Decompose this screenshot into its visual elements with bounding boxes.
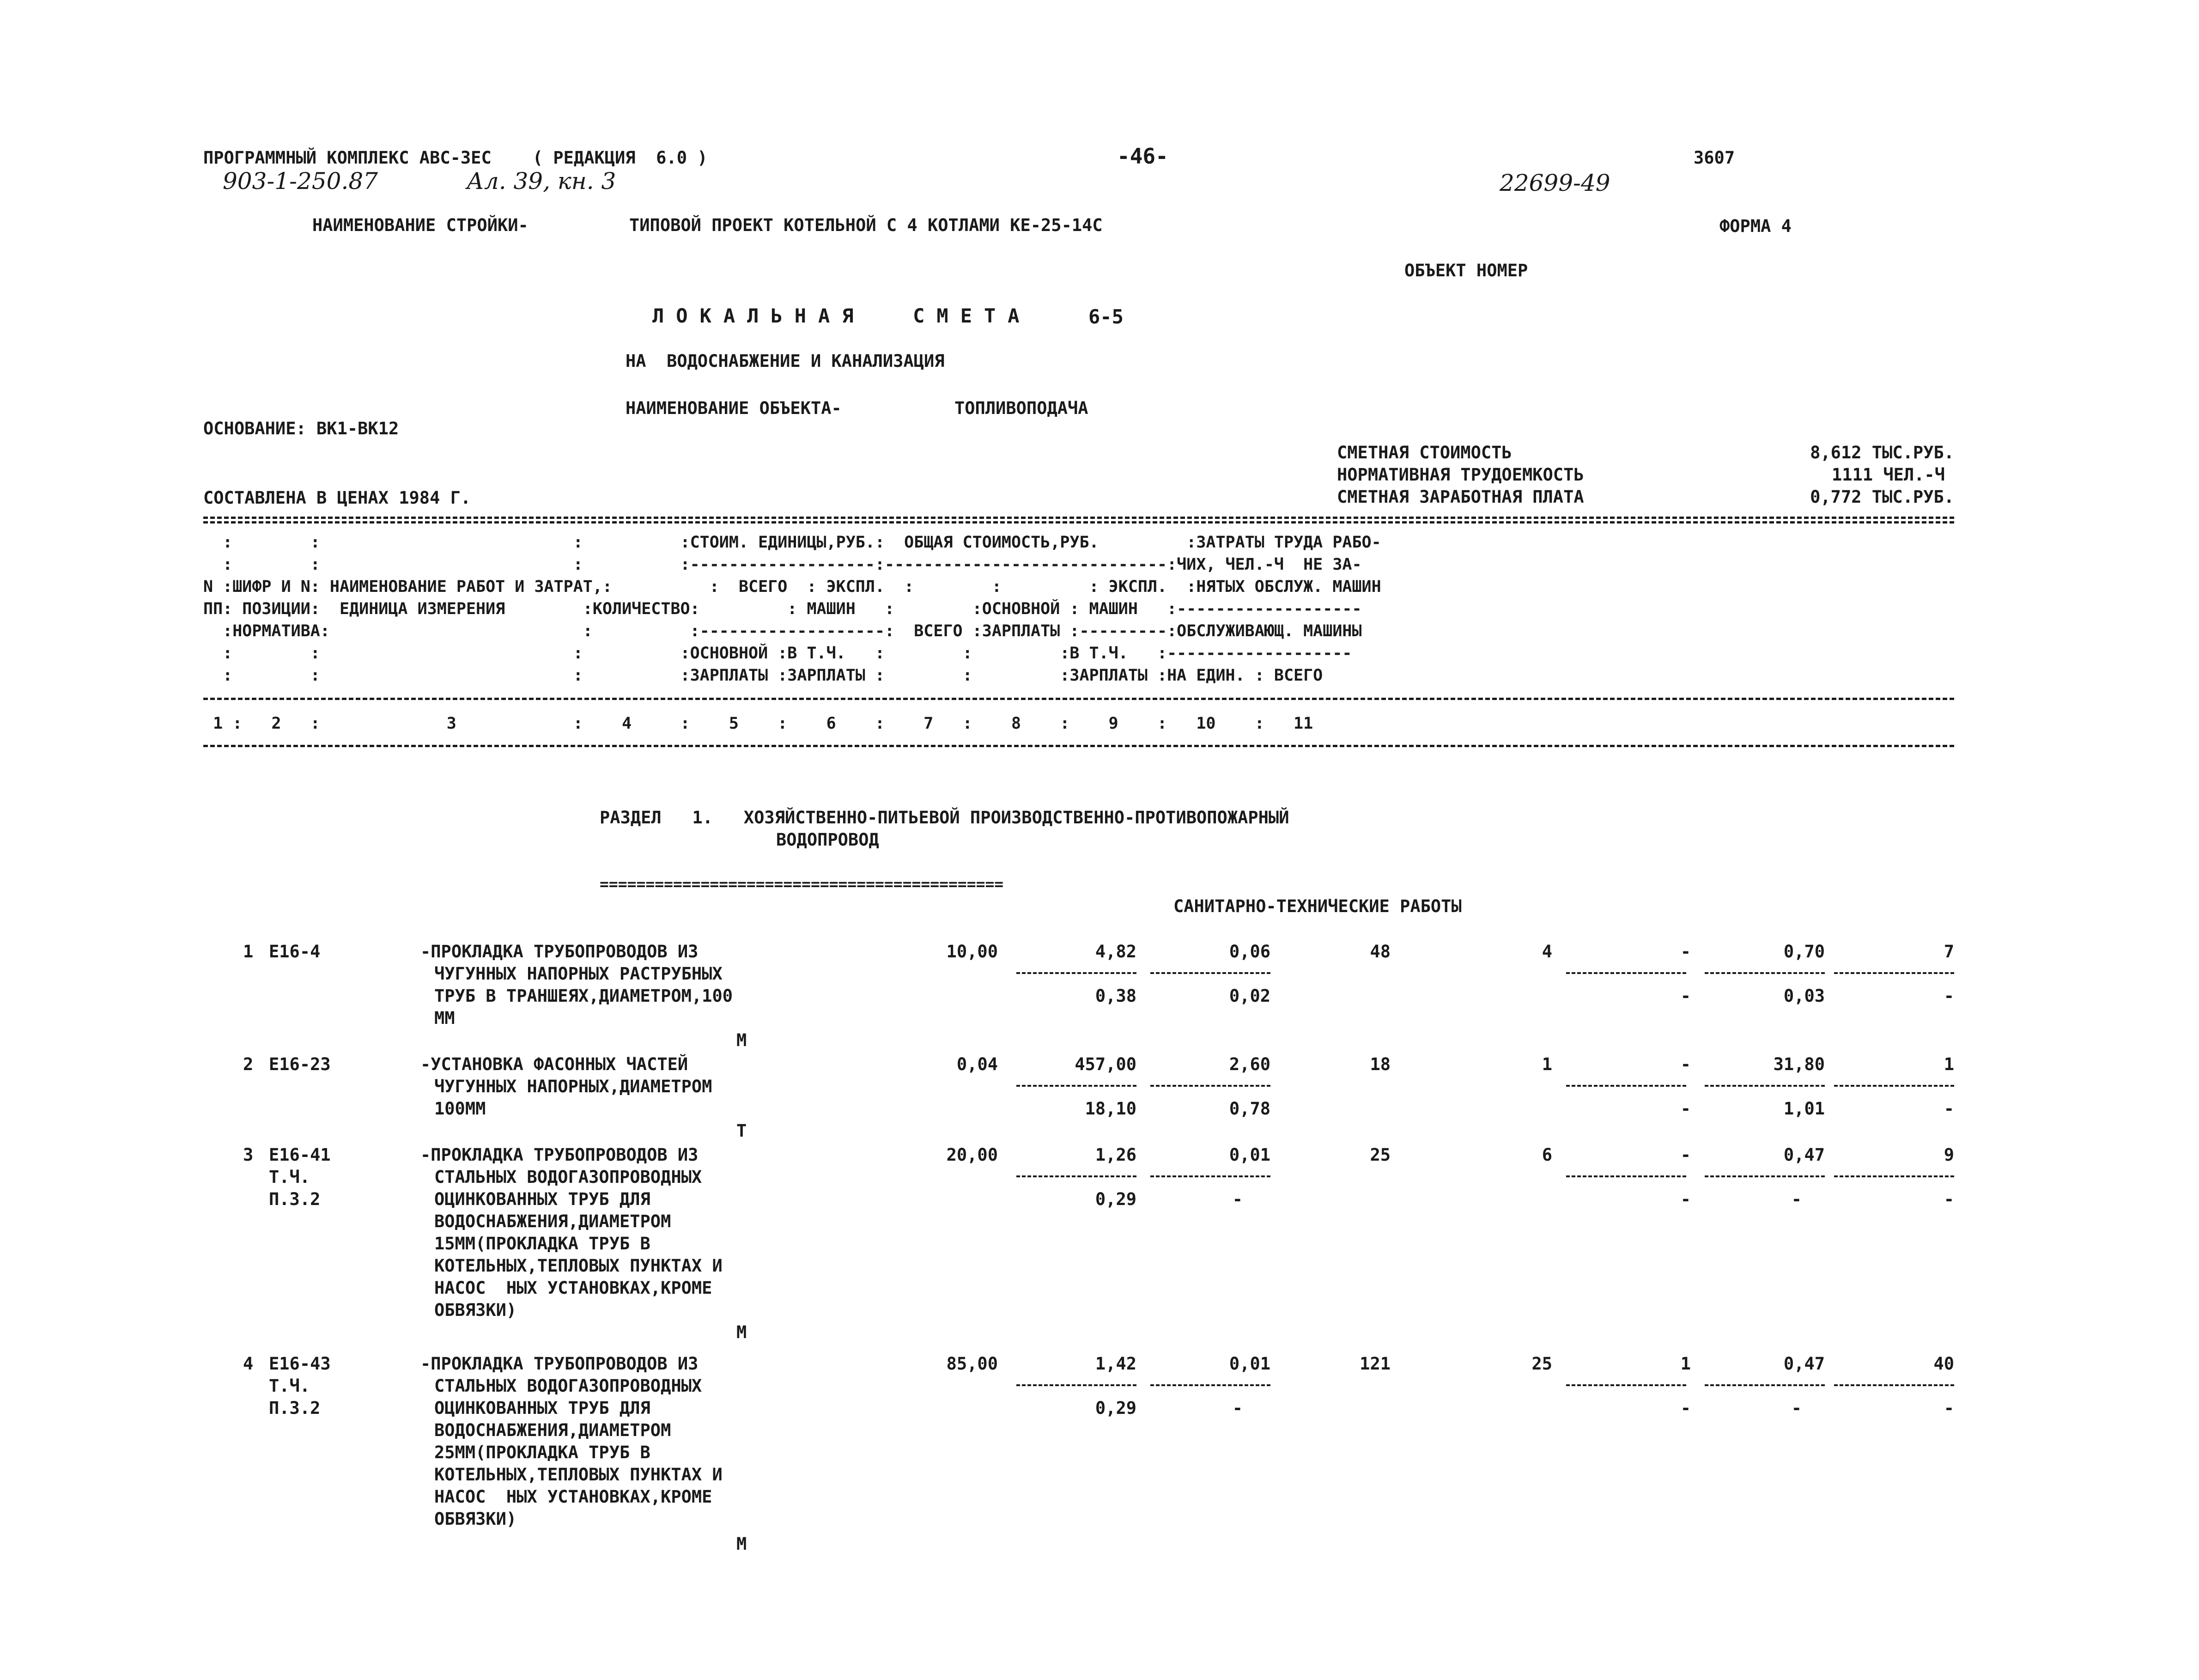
row-unit-machine-wages: -: [1232, 1398, 1243, 1418]
row-machine-cost: -: [1680, 942, 1691, 962]
document-title: ЛОКАЛЬНАЯ СМЕТА: [652, 304, 1032, 327]
row-machine-cost: 1: [1680, 1354, 1691, 1374]
row-service-per-unit: 0,03: [1783, 986, 1825, 1006]
row-total-cost: 18: [1370, 1054, 1391, 1074]
row-divider: [1705, 1085, 1825, 1087]
summary-label-cost: СМЕТНАЯ СТОИМОСТЬ: [1337, 443, 1512, 463]
row-description-line: НАСОС НЫХ УСТАНОВКАХ,КРОМЕ: [434, 1487, 712, 1507]
row-labour-per-unit: 0,47: [1783, 1145, 1825, 1165]
row-description-line: ЧУГУННЫХ НАПОРНЫХ РАСТРУБНЫХ: [434, 964, 723, 984]
row-labour-total: 40: [1933, 1354, 1954, 1374]
row-description-line: 100ММ: [434, 1099, 486, 1119]
row-code: Е16-23: [269, 1054, 331, 1074]
row-divider: [1566, 972, 1686, 974]
row-code: Е16-43: [269, 1354, 331, 1374]
row-service-per-unit: 1,01: [1783, 1099, 1825, 1119]
table-header-line-7: : : : :ЗАРПЛАТЫ :ЗАРПЛАТЫ : : :ЗАРПЛАТЫ :НА ЕДИН. : ВСЕГО: [203, 666, 1323, 685]
row-description-line: КОТЕЛЬНЫХ,ТЕПЛОВЫХ ПУНКТАХ И: [434, 1465, 723, 1485]
section-double-rule: ============================================: [600, 875, 1004, 893]
object-number-label: ОБЪЕКТ НОМЕР: [1404, 261, 1528, 280]
row-quantity: 85,00: [946, 1354, 998, 1374]
row-machine-cost: -: [1680, 1145, 1691, 1165]
row-unit: М: [736, 1534, 747, 1554]
handwritten-sheet-ref: Ал. 39, кн. 3: [467, 168, 616, 195]
row-unit-wages: 0,29: [1095, 1189, 1136, 1209]
row-description-line: -УСТАНОВКА ФАСОННЫХ ЧАСТЕЙ: [420, 1054, 688, 1074]
row-description-line: СТАЛЬНЫХ ВОДОГАЗОПРОВОДНЫХ: [434, 1167, 702, 1187]
document-title-number: 6-5: [1088, 305, 1124, 328]
row-divider: [1834, 1384, 1954, 1386]
row-service-total: -: [1944, 1099, 1954, 1119]
page-number: -46-: [1117, 144, 1168, 169]
row-unit-cost-machines: 0,01: [1229, 1354, 1270, 1374]
row-unit-cost-total: 1,42: [1095, 1354, 1136, 1374]
row-unit-cost-machines: 2,60: [1229, 1054, 1270, 1074]
row-divider: [1705, 972, 1825, 974]
row-code-note: Т.Ч.: [269, 1167, 310, 1187]
row-description-line: ВОДОСНАБЖЕНИЯ,ДИАМЕТРОМ: [434, 1420, 671, 1440]
row-number: 4: [243, 1354, 254, 1374]
summary-value-wages: 0,772 ТЫС.РУБ.: [1810, 487, 1954, 507]
row-divider: [1150, 972, 1270, 974]
row-labour-per-unit: 31,80: [1773, 1054, 1825, 1074]
row-description-line: ВОДОСНАБЖЕНИЯ,ДИАМЕТРОМ: [434, 1211, 671, 1231]
row-base-wages: 6: [1542, 1145, 1552, 1165]
row-divider: [1566, 1384, 1686, 1386]
row-service-per-unit: -: [1791, 1398, 1802, 1418]
row-labour-total: 1: [1944, 1054, 1954, 1074]
row-code: Е16-41: [269, 1145, 331, 1165]
table-header-line-5: :НОРМАТИВА: : :-------------------: ВСЕГО :ЗАРПЛАТЫ :---------:ОБСЛУЖИВАЮЩ. МАШИНЫ: [203, 622, 1362, 640]
object-name-label: НАИМЕНОВАНИЕ ОБЪЕКТА-: [626, 398, 842, 418]
row-divider: [1834, 1175, 1954, 1177]
row-code-note: Т.Ч.: [269, 1376, 310, 1396]
row-total-cost: 48: [1370, 942, 1391, 962]
row-service-total: -: [1944, 986, 1954, 1006]
row-service-total: -: [1944, 1398, 1954, 1418]
row-unit-cost-machines: 0,06: [1229, 942, 1270, 962]
row-description-line: ОЦИНКОВАННЫХ ТРУБ ДЛЯ: [434, 1189, 650, 1209]
row-machine-wages: -: [1680, 1099, 1691, 1119]
summary-label-labour: НОРМАТИВНАЯ ТРУДОЕМКОСТЬ: [1337, 465, 1584, 485]
summary-label-wages: СМЕТНАЯ ЗАРАБОТНАЯ ПЛАТА: [1337, 487, 1584, 507]
row-machine-wages: -: [1680, 1398, 1691, 1418]
object-name: ТОПЛИВОПОДАЧА: [954, 398, 1088, 418]
row-code-note: П.3.2: [269, 1398, 321, 1418]
row-quantity: 0,04: [956, 1054, 998, 1074]
table-header-line-2: : : : :-------------------:-----------------------------:ЧИХ, ЧЕЛ.-Ч НЕ ЗА-: [203, 555, 1362, 574]
row-divider: [1150, 1384, 1270, 1386]
row-number: 2: [243, 1054, 254, 1074]
works-group-title: САНИТАРНО-ТЕХНИЧЕСКИЕ РАБОТЫ: [1173, 896, 1462, 916]
row-total-cost: 25: [1370, 1145, 1391, 1165]
row-total-cost: 121: [1360, 1354, 1391, 1374]
basis-line: ОСНОВАНИЕ: ВК1-ВК12: [203, 419, 399, 438]
row-quantity: 10,00: [946, 942, 998, 962]
row-description-line: 15ММ(ПРОКЛАДКА ТРУБ В: [434, 1234, 650, 1254]
row-description-line: ЧУГУННЫХ НАПОРНЫХ,ДИАМЕТРОМ: [434, 1077, 712, 1096]
row-description-line: -ПРОКЛАДКА ТРУБОПРОВОДОВ ИЗ: [420, 1354, 699, 1374]
row-number: 1: [243, 942, 254, 962]
row-base-wages: 1: [1542, 1054, 1552, 1074]
row-unit-cost-total: 457,00: [1075, 1054, 1136, 1074]
row-divider: [1834, 1085, 1954, 1087]
row-unit-machine-wages: 0,02: [1229, 986, 1270, 1006]
summary-value-cost: 8,612 ТЫС.РУБ.: [1810, 443, 1954, 463]
row-unit-wages: 18,10: [1085, 1099, 1136, 1119]
table-header-line-4: ПП: ПОЗИЦИИ: ЕДИНИЦА ИЗМЕРЕНИЯ :КОЛИЧЕСТВО: : МАШИН : :ОСНОВНОЙ : МАШИН :-------------------: [203, 600, 1362, 618]
row-divider: [1150, 1085, 1270, 1087]
row-divider: [1016, 1085, 1136, 1087]
program-line: ПРОГРАММНЫЙ КОМПЛЕКС АВС-3ЕС ( РЕДАКЦИЯ 6.0 ): [203, 148, 708, 168]
row-unit-machine-wages: 0,78: [1229, 1099, 1270, 1119]
row-description-line: -ПРОКЛАДКА ТРУБОПРОВОДОВ ИЗ: [420, 1145, 699, 1165]
row-labour-per-unit: 0,70: [1783, 942, 1825, 962]
construction-label: НАИМЕНОВАНИЕ СТРОЙКИ-: [312, 215, 528, 235]
row-unit-wages: 0,29: [1095, 1398, 1136, 1418]
form-label: ФОРМА 4: [1719, 216, 1792, 236]
handwritten-project-ref: 903-1-250.87: [223, 168, 378, 195]
row-code-note: П.3.2: [269, 1189, 321, 1209]
row-divider: [1566, 1175, 1686, 1177]
row-unit-cost-machines: 0,01: [1229, 1145, 1270, 1165]
table-top-rule-2: [203, 521, 1954, 523]
handwritten-number: 22699-49: [1500, 170, 1610, 196]
document-code: 3607: [1694, 148, 1735, 168]
row-description-line: СТАЛЬНЫХ ВОДОГАЗОПРОВОДНЫХ: [434, 1376, 702, 1396]
column-numbers: 1 : 2 : 3 : 4 : 5 : 6 : 7 : 8 : 9 : 10 : 11: [203, 714, 1313, 733]
construction-name: ТИПОВОЙ ПРОЕКТ КОТЕЛЬНОЙ С 4 КОТЛАМИ КЕ-25-14С: [629, 215, 1103, 235]
row-unit-wages: 0,38: [1095, 986, 1136, 1006]
row-machine-wages: -: [1680, 986, 1691, 1006]
section-title-continued: ВОДОПРОВОД: [776, 830, 879, 850]
row-code: Е16-4: [269, 942, 321, 962]
row-unit-cost-total: 1,26: [1095, 1145, 1136, 1165]
table-header-line-1: : : : :СТОИМ. ЕДИНИЦЫ,РУБ.: ОБЩАЯ СТОИМОСТЬ,РУБ. :ЗАТРАТЫ ТРУДА РАБО-: [203, 533, 1381, 552]
row-description-line: КОТЕЛЬНЫХ,ТЕПЛОВЫХ ПУНКТАХ И: [434, 1256, 723, 1276]
row-base-wages: 25: [1531, 1354, 1552, 1374]
row-divider: [1016, 1175, 1136, 1177]
row-unit-machine-wages: -: [1232, 1189, 1243, 1209]
row-divider: [1566, 1085, 1686, 1087]
table-top-rule: [203, 517, 1954, 519]
column-number-bottom-rule: [203, 745, 1954, 747]
row-description-line: ОБВЯЗКИ): [434, 1509, 517, 1529]
row-labour-per-unit: 0,47: [1783, 1354, 1825, 1374]
row-quantity: 20,00: [946, 1145, 998, 1165]
row-labour-total: 9: [1944, 1145, 1954, 1165]
row-unit-cost-total: 4,82: [1095, 942, 1136, 962]
row-description-line: 25ММ(ПРОКЛАДКА ТРУБ В: [434, 1443, 650, 1462]
document-subtitle: НА ВОДОСНАБЖЕНИЕ И КАНАЛИЗАЦИЯ: [626, 351, 945, 371]
row-description-line: ТРУБ В ТРАНШЕЯХ,ДИАМЕТРОМ,100: [434, 986, 733, 1006]
row-description-line: -ПРОКЛАДКА ТРУБОПРОВОДОВ ИЗ: [420, 942, 699, 962]
row-divider: [1016, 972, 1136, 974]
row-divider: [1705, 1175, 1825, 1177]
table-header-line-3: N :ШИФР И N: НАИМЕНОВАНИЕ РАБОТ И ЗАТРАТ,: : ВСЕГО : ЭКСПЛ. : : : ЭКСПЛ. :НЯТЫХ ОБСЛУЖ. МАШИН: [203, 578, 1381, 596]
section-title: РАЗДЕЛ 1. ХОЗЯЙСТВЕННО-ПИТЬЕВОЙ ПРОИЗВОДСТВЕННО-ПРОТИВОПОЖАРНЫЙ: [600, 808, 1289, 828]
row-service-total: -: [1944, 1189, 1954, 1209]
table-header-line-6: : : : :ОСНОВНОЙ :В Т.Ч. : : :В Т.Ч. :-------------------: [203, 644, 1352, 663]
summary-value-labour: 1111 ЧЕЛ.-Ч: [1831, 465, 1945, 485]
row-divider: [1705, 1384, 1825, 1386]
row-description-line: ОБВЯЗКИ): [434, 1300, 517, 1320]
row-description-line: ММ: [434, 1008, 455, 1028]
row-description-line: ОЦИНКОВАННЫХ ТРУБ ДЛЯ: [434, 1398, 650, 1418]
row-divider: [1016, 1384, 1136, 1386]
row-service-per-unit: -: [1791, 1189, 1802, 1209]
column-number-top-rule: [203, 698, 1954, 700]
row-description-line: НАСОС НЫХ УСТАНОВКАХ,КРОМЕ: [434, 1278, 712, 1298]
row-divider: [1834, 972, 1954, 974]
row-unit: М: [736, 1322, 747, 1342]
row-base-wages: 4: [1542, 942, 1552, 962]
row-labour-total: 7: [1944, 942, 1954, 962]
row-divider: [1150, 1175, 1270, 1177]
row-unit: Т: [736, 1121, 747, 1141]
row-machine-cost: -: [1680, 1054, 1691, 1074]
row-number: 3: [243, 1145, 254, 1165]
price-level-line: СОСТАВЛЕНА В ЦЕНАХ 1984 Г.: [203, 488, 471, 508]
row-machine-wages: -: [1680, 1189, 1691, 1209]
row-unit: М: [736, 1030, 747, 1050]
